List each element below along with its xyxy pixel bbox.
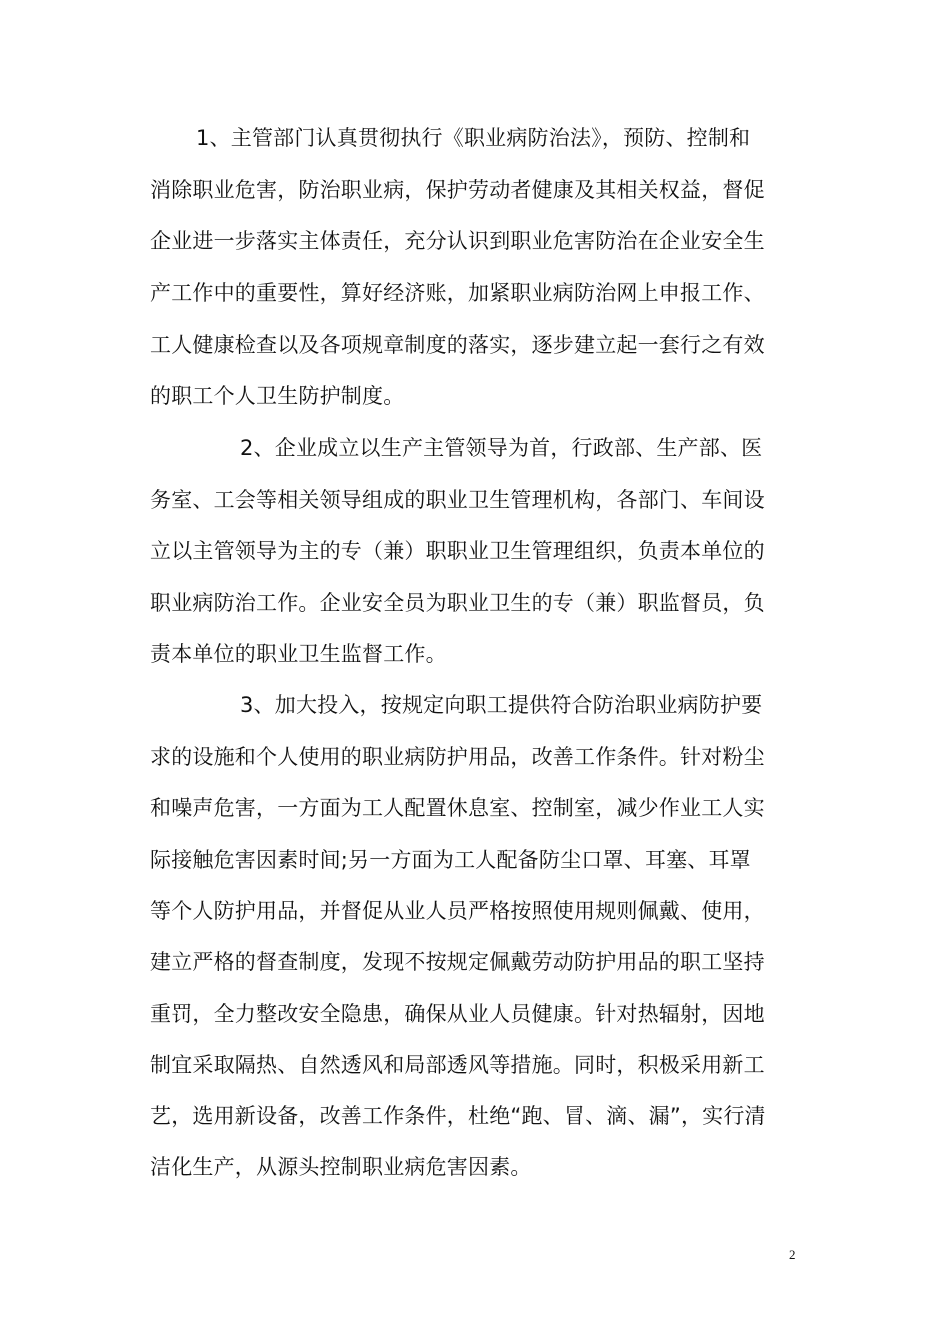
paragraph-2-line-3: 立以主管领导为主的专（兼）职职业卫生管理组织，负责本单位的 xyxy=(150,539,765,563)
paragraph-3-line-7: 重罚，全力整改安全隐患，确保从业人员健康。针对热辐射，因地 xyxy=(150,1002,765,1026)
paragraph-3-line-4: 际接触危害因素时间;另一方面为工人配备防尘口罩、耳塞、耳罩 xyxy=(150,848,751,872)
paragraph-1-line-1: 1、主管部门认真贯彻执行《职业病防治法》，预防、控制和 xyxy=(196,126,751,150)
paragraph-3-line-8: 制宜采取隔热、自然透风和局部透风等措施。同时，积极采用新工 xyxy=(150,1053,765,1077)
paragraph-2-line-2: 务室、工会等相关领导组成的职业卫生管理机构，各部门、车间设 xyxy=(150,488,765,512)
paragraph-3-line-10: 洁化生产，从源头控制职业病危害因素。 xyxy=(150,1155,532,1179)
paragraph-2-line-1: 2、企业成立以生产主管领导为首，行政部、生产部、医 xyxy=(240,436,763,460)
paragraph-3-line-5: 等个人防护用品，并督促从业人员严格按照使用规则佩戴、使用， xyxy=(150,899,765,923)
paragraph-1-line-4: 产工作中的重要性，算好经济账，加紧职业病防治网上申报工作、 xyxy=(150,281,765,305)
paragraph-3-line-3: 和噪声危害，一方面为工人配置休息室、控制室，减少作业工人实 xyxy=(150,796,765,820)
paragraph-3-line-1: 3、加大投入，按规定向职工提供符合防治职业病防护要 xyxy=(240,693,763,717)
paragraph-2-line-5: 责本单位的职业卫生监督工作。 xyxy=(150,642,447,666)
paragraph-1-line-5: 工人健康检查以及各项规章制度的落实，逐步建立起一套行之有效 xyxy=(150,333,765,357)
paragraph-1-line-3: 企业进一步落实主体责任，充分认识到职业危害防治在企业安全生 xyxy=(150,229,765,253)
paragraph-1-line-6: 的职工个人卫生防护制度。 xyxy=(150,384,405,408)
paragraph-3-line-9: 艺，选用新设备，改善工作条件，杜绝“跑、冒、滴、漏”，实行清 xyxy=(150,1104,766,1128)
paragraph-3-line-2: 求的设施和个人使用的职业病防护用品，改善工作条件。针对粉尘 xyxy=(150,745,765,769)
paragraph-2-line-4: 职业病防治工作。企业安全员为职业卫生的专（兼）职监督员，负 xyxy=(150,591,765,615)
paragraph-3-line-6: 建立严格的督查制度，发现不按规定佩戴劳动防护用品的职工坚持 xyxy=(150,950,765,974)
paragraph-1-line-2: 消除职业危害，防治职业病，保护劳动者健康及其相关权益，督促 xyxy=(150,178,765,202)
page-number: 2 xyxy=(789,1247,796,1262)
